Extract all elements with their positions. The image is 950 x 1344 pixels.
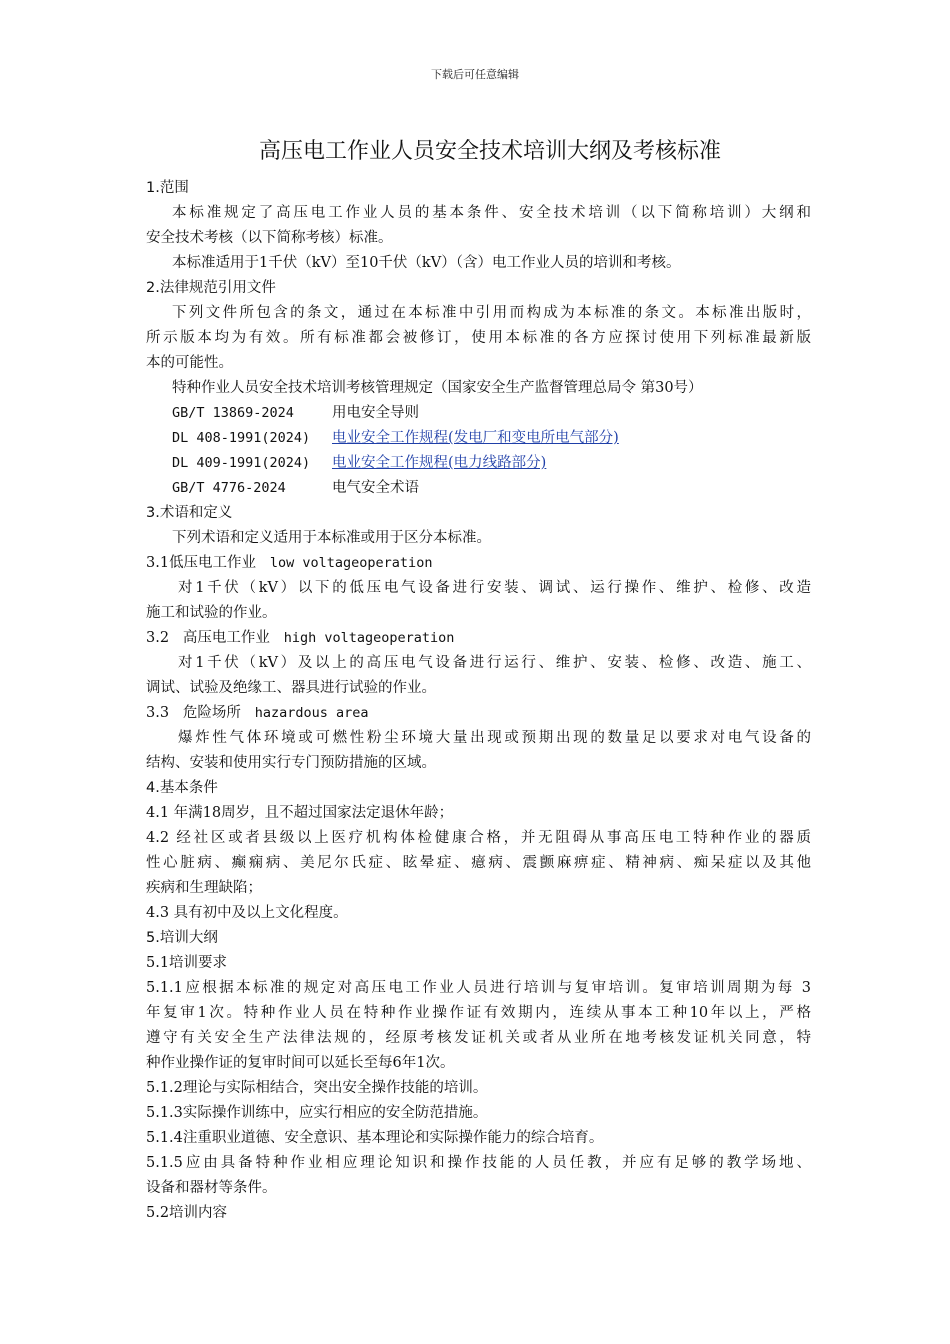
section-heading-conditions: 4.基本条件	[146, 780, 218, 796]
term-number: 3.1	[146, 555, 170, 571]
list-item: 5.1.4注重职业道德、安全意识、基本理论和实际操作能力的综合培育。	[146, 1130, 604, 1146]
list-item-continued: 种作业操作证的复审时间可以延长至每6年1次。	[146, 1055, 455, 1071]
reference-code: DL 408-1991(2024)	[172, 430, 311, 446]
term-number: 3.3	[146, 705, 170, 721]
reference-code: GB/T 4776-2024	[172, 480, 286, 496]
reference-row	[146, 401, 811, 426]
paragraph-line: 特种作业人员安全技术培训考核管理规定（国家安全生产监督管理总局令 第30号）	[172, 380, 703, 396]
term-heading	[146, 551, 811, 576]
list-item-continued: 性心脏病、癫痫病、美尼尔氏症、眩晕症、癔病、震颤麻痹症、精神病、痴呆症以及其他	[146, 855, 811, 871]
paragraph-line: 所示版本均为有效。所有标准都会被修订，使用本标准的各方应探讨使用下列标准最新版	[146, 330, 811, 346]
reference-title: 用电安全导则	[332, 405, 419, 421]
paragraph-line: 施工和试验的作业。	[146, 605, 277, 621]
term-chinese: 低压电工作业	[169, 555, 257, 571]
list-item: 5.1.5应由具备特种作业相应理论知识和操作技能的人员任教，并应有足够的教学场地、	[146, 1155, 811, 1171]
paragraph-line: 下列文件所包含的条文，通过在本标准中引用而构成为本标准的条文。本标准出版时，	[172, 305, 811, 321]
paragraph-line: 本标准适用于1千伏（kV）至10千伏（kV）（含）电工作业人员的培训和考核。	[172, 255, 681, 271]
reference-row	[146, 426, 811, 451]
document-title: 高压电工作业人员安全技术培训大纲及考核标准	[258, 139, 721, 164]
subsection-heading: 5.1培训要求	[146, 955, 228, 971]
section-heading-terms: 3.术语和定义	[146, 505, 233, 521]
term-english: low voltageoperation	[269, 555, 433, 571]
reference-code: GB/T 13869-2024	[172, 405, 294, 421]
list-item-continued: 疾病和生理缺陷；	[146, 880, 262, 896]
reference-link[interactable]: 电业安全工作规程(发电厂和变电所电气部分)	[332, 430, 619, 446]
paragraph-line: 下列术语和定义适用于本标准或用于区分本标准。	[172, 530, 491, 546]
document-body	[146, 176, 811, 1226]
paragraph-line: 本标准规定了高压电工作业人员的基本条件、安全技术培训（以下简称培训）大纲和	[172, 205, 811, 221]
reference-link[interactable]: 电业安全工作规程(电力线路部分)	[332, 455, 547, 471]
list-item: 5.1.2理论与实际相结合，突出安全操作技能的培训。	[146, 1080, 488, 1096]
list-item: 5.1.1应根据本标准的规定对高压电工作业人员进行培训与复审培训。复审培训周期为每 3	[146, 980, 811, 996]
term-english: hazardous area	[254, 705, 369, 721]
term-heading	[146, 626, 811, 651]
paragraph-line: 对1千伏（kV）及以上的高压电气设备进行运行、维护、安装、检修、改造、施工、	[178, 655, 811, 671]
term-heading	[146, 701, 811, 726]
reference-row	[146, 451, 811, 476]
list-item-continued: 年复审1次。特种作业人员在特种作业操作证有效期内，连续从事本工种10年以上，严格	[146, 1005, 811, 1021]
reference-row	[146, 476, 811, 501]
section-heading-references: 2.法律规范引用文件	[146, 280, 276, 296]
paragraph-line: 安全技术考核（以下简称考核）标准。	[146, 230, 393, 246]
list-item: 4.1 年满18周岁，且不超过国家法定退休年龄；	[146, 805, 454, 821]
list-item: 4.2 经社区或者县级以上医疗机构体检健康合格，并无阻碍从事高压电工特种作业的器质	[146, 830, 811, 846]
section-heading-scope: 1.范围	[146, 180, 189, 196]
page-header-note: 下载后可任意编辑	[431, 68, 519, 81]
paragraph-line: 本的可能性。	[146, 355, 233, 371]
list-item-continued: 设备和器材等条件。	[146, 1180, 277, 1196]
reference-code: DL 409-1991(2024)	[172, 455, 311, 471]
term-chinese: 危险场所	[182, 705, 241, 721]
section-heading-training: 5.培训大纲	[146, 930, 218, 946]
subsection-heading: 5.2培训内容	[146, 1205, 228, 1221]
list-item: 5.1.3实际操作训练中，应实行相应的安全防范措施。	[146, 1105, 488, 1121]
paragraph-line: 爆炸性气体环境或可燃性粉尘环境大量出现或预期出现的数量足以要求对电气设备的	[178, 730, 811, 746]
list-item-continued: 遵守有关安全生产法律法规的，经原考核发证机关或者从业所在地考核发证机关同意，特	[146, 1030, 811, 1046]
paragraph-line: 结构、安装和使用实行专门预防措施的区域。	[146, 755, 436, 771]
list-item: 4.3 具有初中及以上文化程度。	[146, 905, 348, 921]
term-number: 3.2	[146, 630, 170, 646]
paragraph-line: 对1千伏（kV）以下的低压电气设备进行安装、调试、运行操作、维护、检修、改造	[178, 580, 811, 596]
term-chinese: 高压电工作业	[182, 630, 270, 646]
paragraph-line: 调试、试验及绝缘工、器具进行试验的作业。	[146, 680, 436, 696]
term-english: high voltageoperation	[283, 630, 455, 646]
reference-title: 电气安全术语	[332, 480, 419, 496]
